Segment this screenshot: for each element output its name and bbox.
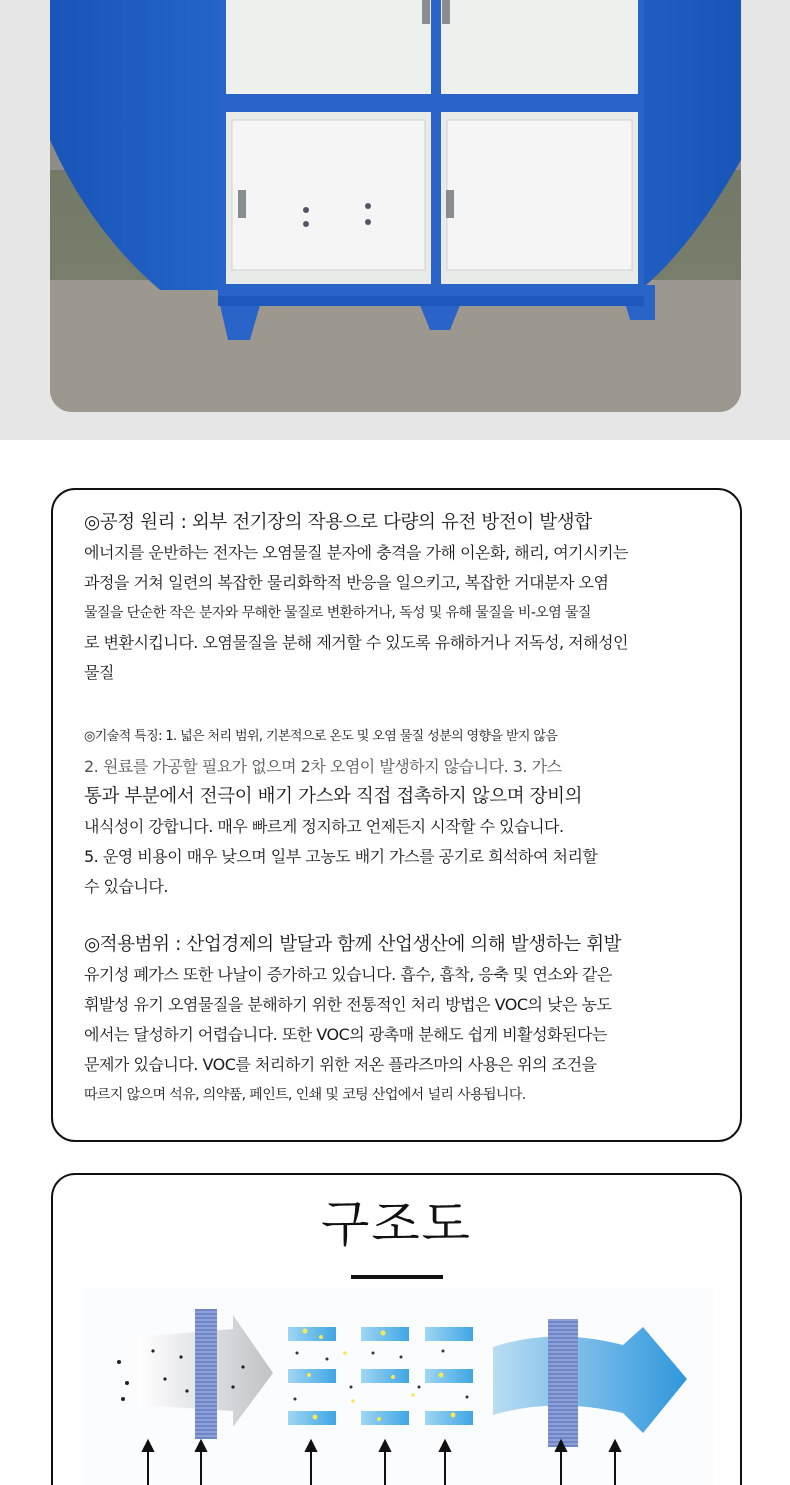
description-card [51,488,742,1142]
principle-line: 과정을 거쳐 일련의 복잡한 물리화학적 반응을 일으키고, 복잡한 거대분자 오염 [84,573,609,592]
scope-line: 휘발성 유기 오염물질을 분해하기 위한 전통적인 처리 방법은 VOC의 낮은 농도 [84,995,612,1014]
features-line: 내식성이 강합니다. 매우 빠르게 정지하고 언제든지 시작할 수 있습니다. [84,817,564,836]
features-line: 5. 운영 비용이 매우 낮으며 일부 고농도 배기 가스를 공기로 희석하여 처리할 [84,847,598,866]
scope-line: 유기성 폐가스 또한 나날이 증가하고 있습니다. 흡수, 흡착, 응축 및 연소와 같은 [84,965,612,984]
scope-line: 에서는 달성하기 어렵습니다. 또한 VOC의 광촉매 분해도 쉽게 비활성화된다는 [84,1025,607,1044]
structure-card [51,1173,742,1485]
machine-photo [50,0,741,412]
top-photo-band [0,0,790,440]
application-scope-paragraph [84,930,724,1110]
scope-line: 문제가 있습니다. VOC를 처리하기 위한 저온 플라즈마의 사용은 위의 조건을 [84,1055,597,1074]
scope-line: 따르지 않으며 석유, 의약품, 페인트, 인쇄 및 코팅 산업에서 널리 사용됩니다. [84,1087,526,1103]
features-line: ◎기술적 특징: 1. 넓은 처리 범위, 기본적으로 온도 및 오염 물질 성분의 영향을 받지 않음 [84,729,558,744]
airflow-filter-diagram-icon [83,1287,713,1485]
principle-line: 물질을 단순한 작은 분자와 무해한 물질로 변환하거나, 독성 및 유해 물질을 비-오염 물질 [84,605,591,621]
air-purifier-machine-icon [50,0,741,412]
features-line: 수 있습니다. [84,877,168,896]
technical-features-paragraph [84,722,724,902]
scope-line: ◎적용범위 : 산업경제의 발달과 함께 산업생산에 의해 발생하는 휘발 [84,934,622,955]
features-line: 2. 원료를 가공할 필요가 없으며 2차 오염이 발생하지 않습니다. 3. 가스 [84,757,562,776]
principle-line: ◎공정 원리 : 외부 전기장의 작용으로 다량의 유전 방전이 발생합 [84,512,592,533]
principle-line: 물질 [84,663,114,682]
principle-line: 에너지를 운반하는 전자는 오염물질 분자에 충격을 가해 이온화, 해리, 여기시키는 [84,543,628,562]
principle-line: 로 변환시킵니다. 오염물질을 분해 제거할 수 있도록 유해하거나 저독성, 저해성인 [84,633,628,652]
process-principle-paragraph [84,508,724,688]
title-underline [351,1275,443,1279]
structure-diagram [83,1287,713,1485]
structure-title: 구조도 [321,1195,472,1253]
features-line: 통과 부분에서 전극이 배기 가스와 직접 접촉하지 않으며 장비의 [84,786,583,807]
